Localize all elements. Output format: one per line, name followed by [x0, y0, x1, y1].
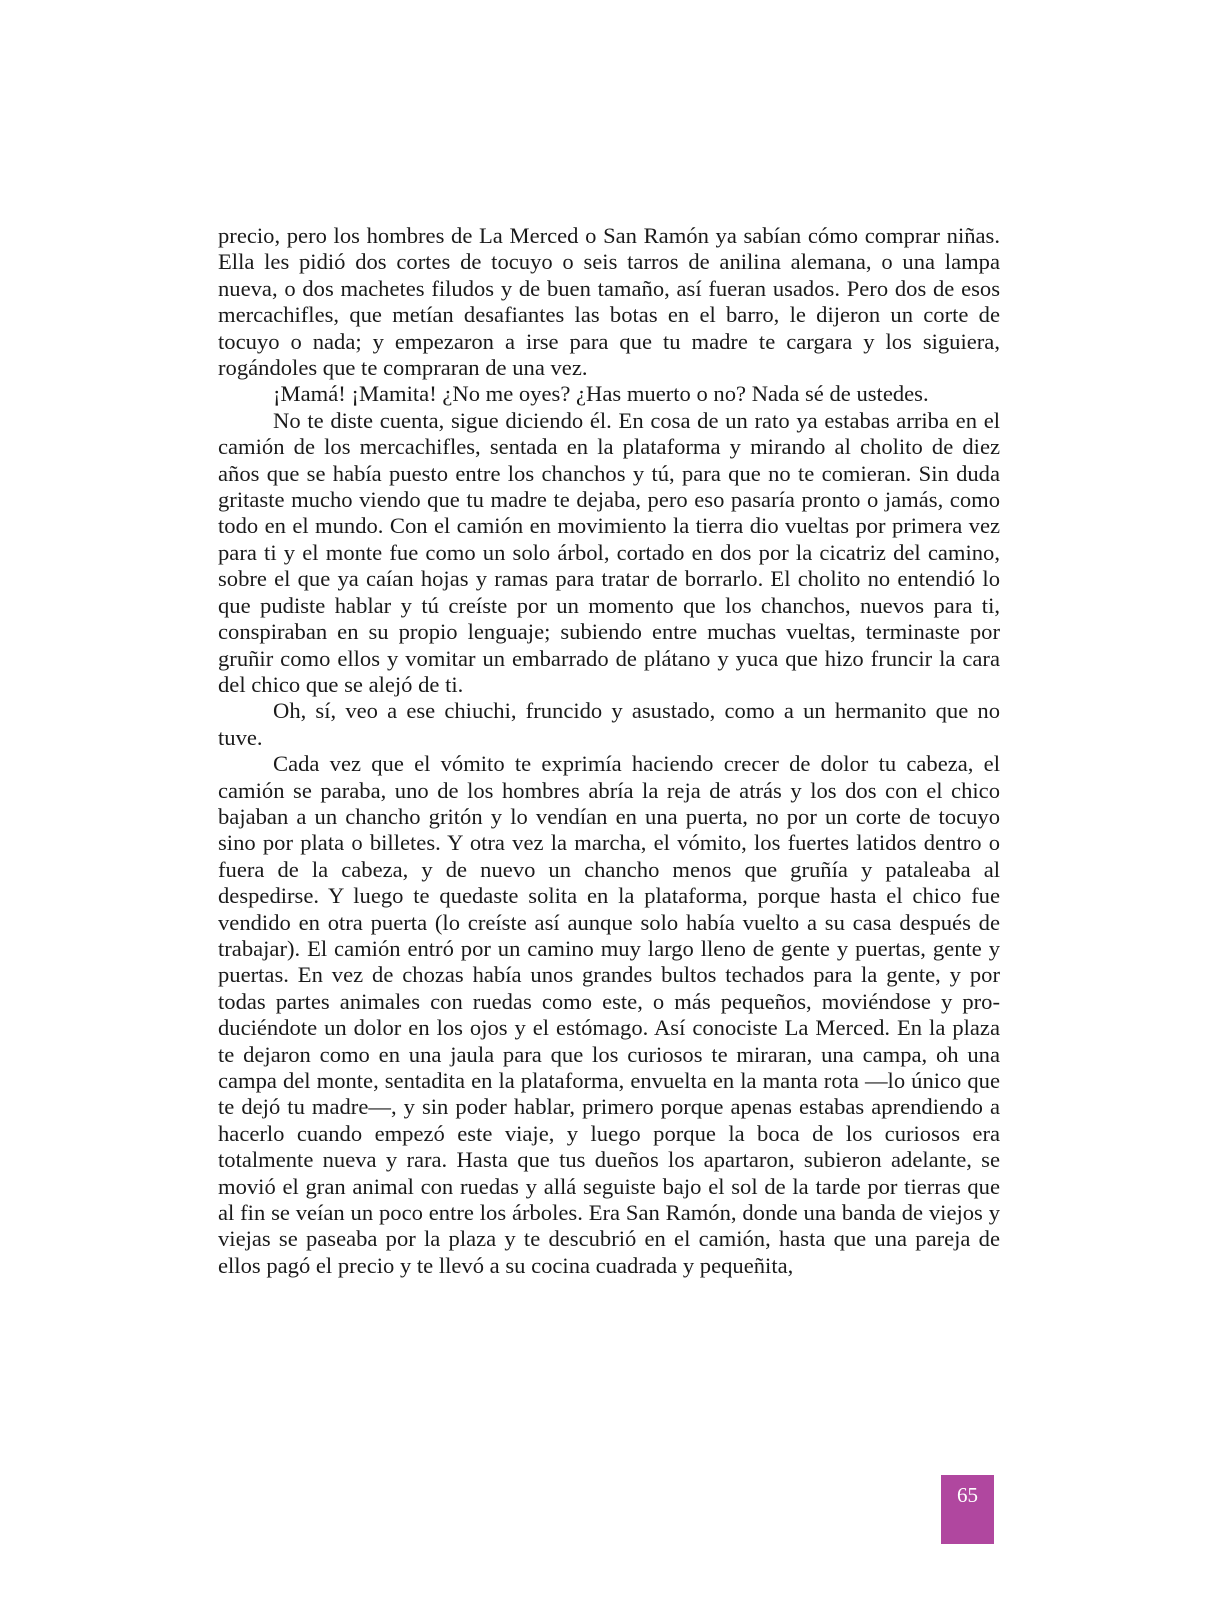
- paragraph: ¡Mamá! ¡Mamita! ¿No me oyes? ¿Has muerto o no? Nada sé de ustedes.: [273, 381, 929, 407]
- page-number: 65: [957, 1483, 978, 1507]
- paragraph: Cada vez que el vómito te exprimía haciendo crecer de dolor tu cabeza, el camión se paraba, uno de los hombres abría la reja de atrás y los dos con el chico bajaban a un chancho gritón y lo vendían en una puerta, no por un corte de tocuyo sino por plata o billetes. Y otra vez la marcha, el vómito, los fuertes latidos dentro o fuera de la cabeza, y de nuevo un chancho menos que gruñía y pataleaba al despedirse. Y luego te quedaste solita en la plataforma, porque hasta el chico fue vendido en otra puerta (lo creíste así aunque solo había vuelto a su casa después de trabajar). El camión entró por un camino muy largo lleno de gente y puertas, gente y puertas. En vez de chozas había unos grandes bultos techados para la gente, y por todas partes animales con ruedas como este, o más pequeños, moviéndose y produciéndote un dolor en los ojos y el estómago. Así conociste La Merced. En la plaza te dejaron como en una jaula para que los curiosos te miraran, una campa, oh una campa del monte, sentadita en la plataforma, envuelta en la manta rota —lo único que te dejó tu madre—, y sin poder hablar, primero porque apenas estabas aprendiendo a hacerlo cuando empezó este viaje, y luego porque la boca de los curiosos era totalmente nueva y rara. Hasta que tus dueños los apartaron, subieron adelante, se movió el gran animal con ruedas y allá seguiste bajo el sol de la tarde por tierras que al fin se veían un poco entre los árboles. Era San Ramón, donde una banda de viejos y viejas se paseaba por la plaza y te descubrió en el camión, hasta que una pareja de ellos pagó el precio y te llevó a su cocina cuadrada y pequeñita,: [218, 751, 1000, 1278]
- paragraph: Oh, sí, veo a ese chiuchi, fruncido y asustado, como a un hermanito que no tuve.: [218, 698, 1000, 750]
- body-text: [218, 223, 1000, 1279]
- page-number-badge: [941, 1475, 994, 1544]
- paragraph: precio, pero los hombres de La Merced o San Ramón ya sabían cómo comprar niñas. Ella les pidió dos cortes de tocuyo o seis tarros de anilina alemana, o una lampa nueva, o dos machetes filudos y de buen tamaño, así fueran usados. Pero dos de esos mercachifles, que metían desafiantes las botas en el barro, le dijeron un corte de tocuyo o nada; y empezaron a irse para que tu madre te cargara y los siguiera, rogándoles que te compraran de una vez.: [218, 223, 1000, 381]
- paragraph: No te diste cuenta, sigue diciendo él. En cosa de un rato ya estabas arriba en el camión de los mercachifles, sentada en la plataforma y mirando al cholito de diez años que se había puesto entre los chanchos y tú, para que no te comieran. Sin duda gritaste mucho viendo que tu madre te dejaba, pero eso pasaría pronto o jamás, como todo en el mundo. Con el camión en movimiento la tierra dio vueltas por primera vez para ti y el monte fue como un solo árbol, cortado en dos por la cicatriz del camino, sobre el que ya caían hojas y ramas para tratar de borrarlo. El cholito no entendió lo que pudiste hablar y tú creíste por un momento que los chanchos, nuevos para ti, conspiraban en su propio lenguaje; subiendo entre muchas vueltas, terminaste por gruñir como ellos y vomitar un embarrado de plátano y yuca que hizo fruncir la cara del chico que se alejó de ti.: [218, 407, 1000, 697]
